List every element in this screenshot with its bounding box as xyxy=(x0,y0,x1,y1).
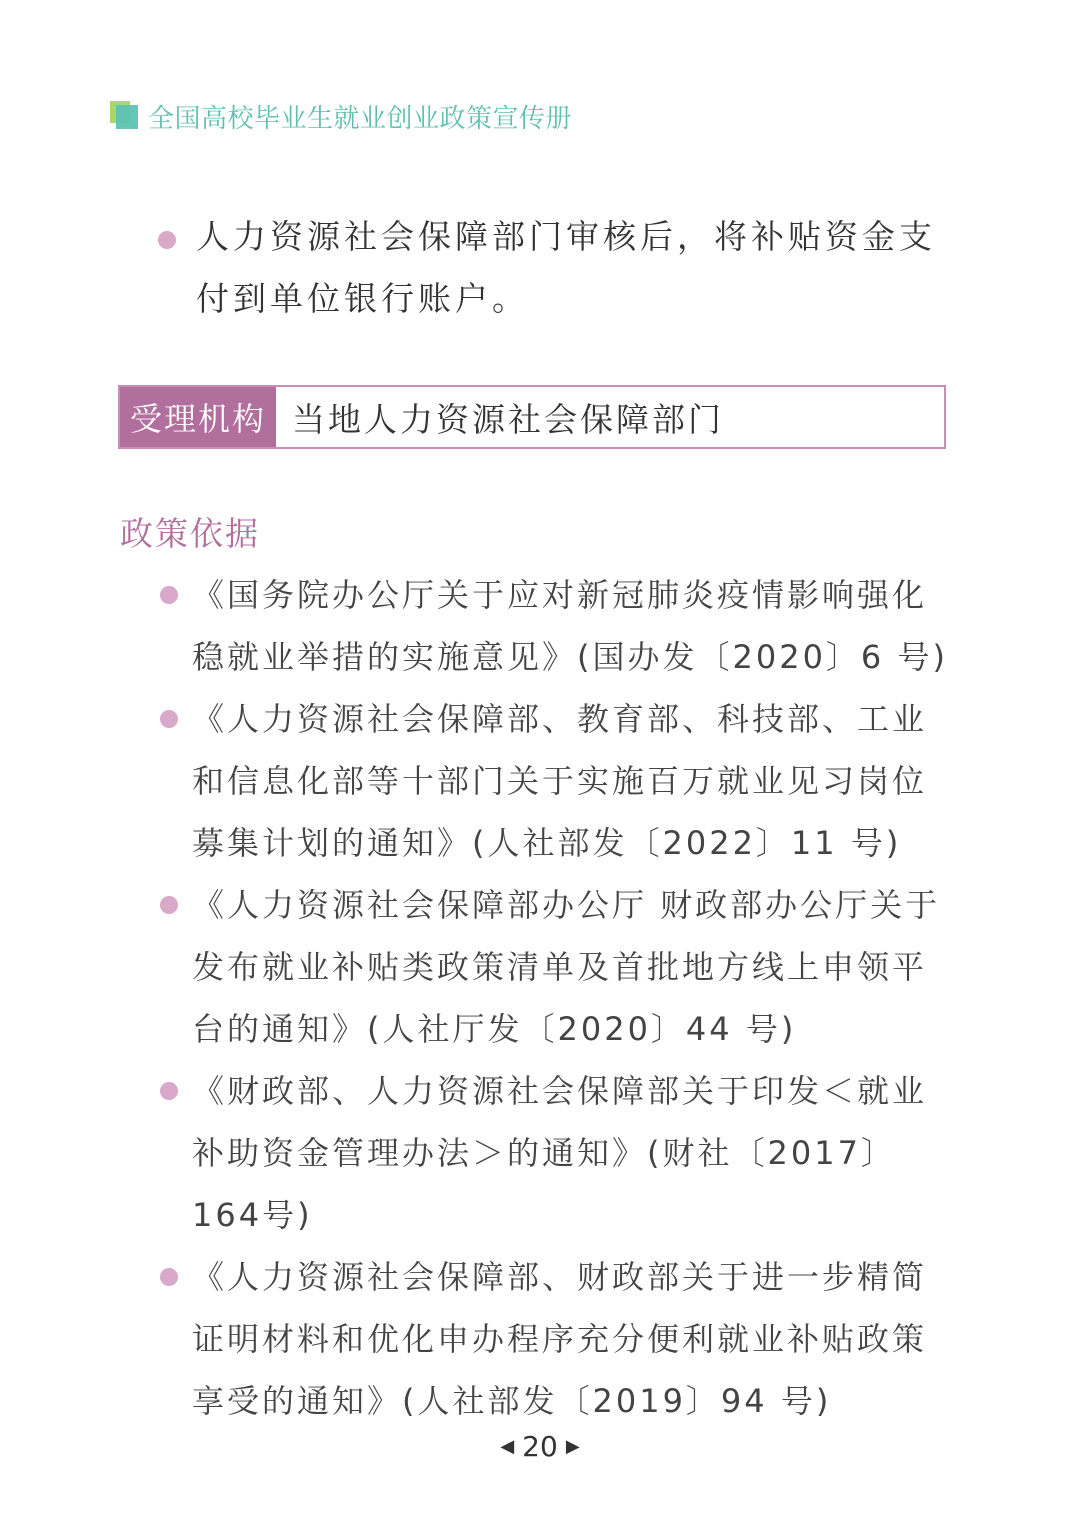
bullet-dot-icon xyxy=(160,1082,178,1100)
policy-basis-title: 政策依据 xyxy=(120,514,260,553)
list-item xyxy=(156,564,956,688)
policy-text: 《财政部、人力资源社会保障部关于印发＜就业补助资金管理办法＞的通知》(财社〔2017〕164号) xyxy=(192,1072,928,1234)
list-item xyxy=(156,688,956,874)
policy-basis-list xyxy=(156,564,956,1432)
agency-value: 当地人力资源社会保障部门 xyxy=(292,399,724,439)
page-number-value: 20 xyxy=(522,1430,558,1463)
header-title: 全国高校毕业生就业创业政策宣传册 xyxy=(148,103,573,134)
list-item xyxy=(156,1060,956,1246)
triangle-right-icon: ▶ xyxy=(565,1435,580,1457)
policy-text: 《人力资源社会保障部、教育部、科技部、工业和信息化部等十部门关于实施百万就业见习岗位募集计划的通知》(人社部发〔2022〕11 号) xyxy=(192,700,928,862)
page-header xyxy=(110,96,572,136)
policy-text: 《人力资源社会保障部、财政部关于进一步精简证明材料和优化申办程序充分便利就业补贴政策享受的通知》(人社部发〔2019〕94 号) xyxy=(192,1258,928,1420)
page-number xyxy=(0,1430,1080,1463)
intro-bullet-text: 人力资源社会保障部门审核后，将补贴资金支付到单位银行账户。 xyxy=(196,217,936,318)
policy-text: 《国务院办公厅关于应对新冠肺炎疫情影响强化稳就业举措的实施意见》(国办发〔2020〕6 号) xyxy=(192,576,948,676)
agency-label: 受理机构 xyxy=(120,387,276,447)
bullet-dot-icon xyxy=(160,896,178,914)
agency-box xyxy=(118,385,946,449)
list-item xyxy=(156,1246,956,1432)
bullet-dot-icon xyxy=(160,1268,178,1286)
policy-text: 《人力资源社会保障部办公厅 财政部办公厅关于发布就业补贴类政策清单及首批地方线上申领平台的通知》(人社厅发〔2020〕44 号) xyxy=(192,886,941,1048)
bullet-dot-icon xyxy=(160,710,178,728)
brand-logo-icon xyxy=(110,101,140,131)
list-item xyxy=(156,874,956,1060)
bullet-dot-icon xyxy=(158,231,176,249)
triangle-left-icon: ◀ xyxy=(500,1435,515,1457)
bullet-dot-icon xyxy=(160,586,178,604)
